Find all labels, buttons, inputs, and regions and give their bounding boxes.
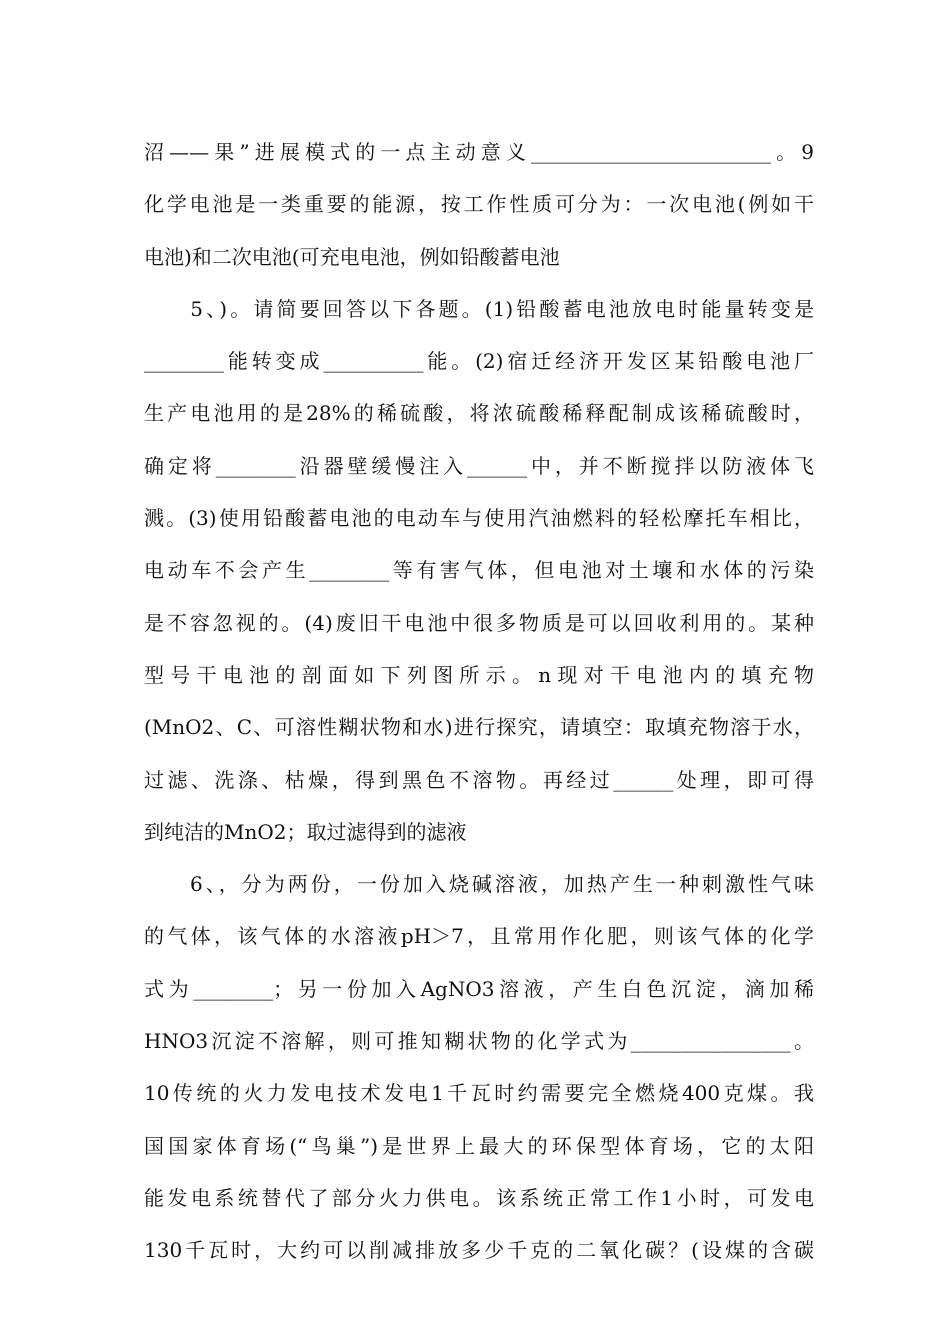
text-line: 6、，分为两份，一份加入烧碱溶液，加热产生一种刺激性气味	[144, 872, 814, 897]
text-line: 式为________；另一份加入AgNO3溶液，产生白色沉淀，滴加稀	[144, 976, 814, 1001]
text-line: 是不容忽视的。(4)废旧干电池中很多物质是可以回收利用的。某种	[144, 610, 814, 635]
text-line: HNO3沉淀不溶解，则可推知糊状物的化学式为________________。	[144, 1029, 814, 1054]
text-line: 5、)。请简要回答以下各题。(1)铅酸蓄电池放电时能量转变是	[144, 296, 814, 321]
text-line: 沼——果”进展模式的一点主动意义________________________。9	[144, 140, 814, 164]
text-line: (MnO2、C、可溶性糊状物和水)进行探究，请填空：取填充物溶于水，	[144, 715, 814, 740]
text-line: 10传统的火力发电技术发电1千瓦时约需要完全燃烧400克煤。我	[144, 1081, 814, 1106]
text-line: 化学电池是一类重要的能源，按工作性质可分为：一次电池(例如干	[144, 192, 814, 217]
text-line: ________能转变成__________能。(2)宿迁经济开发区某铅酸电池厂	[144, 349, 814, 374]
text-line: 过滤、洗涤、枯燥，得到黑色不溶物。再经过______处理，即可得	[144, 767, 814, 792]
text-line: 130千瓦时，大约可以削减排放多少千克的二氧化碳？(设煤的含碳	[144, 1238, 814, 1263]
text-line: 电动车不会产生________等有害气体，但电池对土壤和水体的污染	[144, 558, 814, 583]
text-line: 到纯洁的MnO2；取过滤得到的滤液	[144, 819, 467, 844]
text-line: 型号干电池的剖面如下列图所示。n现对干电池内的填充物	[144, 662, 814, 687]
text-line: 的气体，该气体的水溶液pH＞7，且常用作化肥，则该气体的化学	[144, 924, 814, 949]
document-page	[144, 132, 814, 1283]
text-line: 电池)和二次电池(可充电电池，例如铅酸蓄电池	[144, 244, 560, 269]
text-line: 能发电系统替代了部分火力供电。该系统正常工作1小时，可发电	[144, 1185, 814, 1210]
text-line: 生产电池用的是28%的稀硫酸，将浓硫酸稀释配制成该稀硫酸时，	[144, 401, 814, 426]
text-line: 国国家体育场(“鸟巢”)是世界上最大的环保型体育场，它的太阳	[144, 1133, 814, 1158]
text-line: 溅。(3)使用铅酸蓄电池的电动车与使用汽油燃料的轻松摩托车相比，	[144, 506, 814, 531]
text-line: 确定将________沿器壁缓慢注入______中，并不断搅拌以防液体飞	[144, 453, 814, 478]
